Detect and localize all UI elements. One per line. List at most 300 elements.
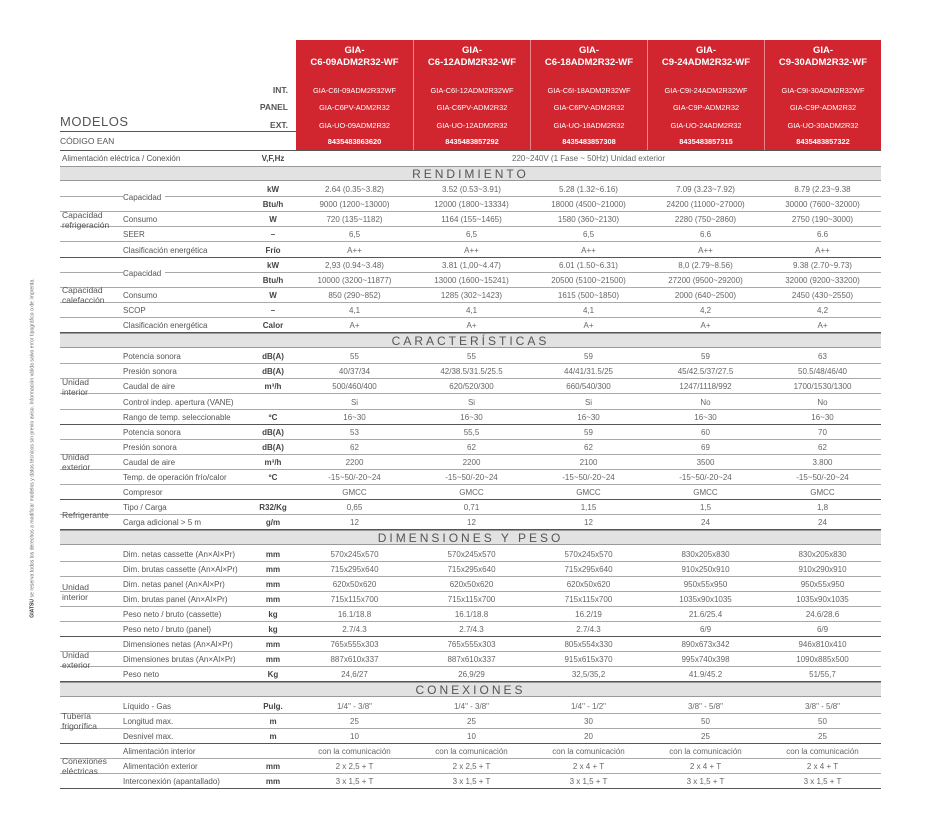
row-value: 570x245x570 (330, 549, 379, 559)
model-panel: GIA-C6PV-ADM2R32 (553, 103, 625, 112)
model-panel: GIA-C9P-ADM2R32 (672, 103, 740, 112)
row-value: 850 (290~852) (328, 290, 381, 300)
row-value: GMCC (810, 488, 835, 498)
row-value: 3500 (696, 457, 715, 467)
row-value: 16.1/18.8 (337, 609, 372, 619)
row-value: 1615 (500~1850) (557, 290, 620, 300)
row-value: 25 (701, 731, 710, 741)
row-value: 995x740x398 (681, 655, 730, 665)
row-label: Desnivel max. (123, 731, 174, 741)
spec-row (60, 607, 881, 622)
row-value: 2.7/4.3 (576, 625, 601, 634)
row-value: 3 x 1,5 + T (803, 777, 842, 786)
row-label: Dimensiones brutas (An×Al×Pr) (123, 655, 236, 665)
model-ean: 8435483863620 (327, 137, 382, 146)
row-value: 59 (584, 352, 593, 362)
row-value: A+ (466, 321, 477, 330)
row-value: 4,2 (816, 305, 829, 315)
group-cap_cal: Capacidad calefacción (62, 285, 105, 306)
row-value: 16.2/19 (575, 609, 602, 619)
row-value: 3 x 1,5 + T (569, 777, 608, 786)
row-label: SCOP (123, 305, 146, 315)
model-name: GIA- C6-09ADM2R32-WF (310, 45, 399, 68)
row-value: -15~50/-20~24 (328, 473, 381, 482)
row-unit: dB(A) (262, 367, 284, 377)
row-value: 620x50x620 (449, 579, 494, 589)
models-underline (60, 131, 296, 132)
group-ud_ext2: Unidad exterior (62, 649, 91, 670)
row-value: 570x245x570 (447, 549, 496, 559)
row-value: 500/460/400 (332, 382, 377, 392)
group-rule (60, 636, 881, 637)
row-value: No (817, 397, 828, 407)
section-rendimiento: RENDIMIENTO (60, 166, 881, 181)
group-ud_int2: Unidad interior (62, 581, 89, 602)
row-label: Presión sonora (123, 442, 177, 452)
row-value: 62 (584, 442, 593, 452)
row-value: 2450 (430~2550) (791, 290, 854, 300)
row-value: 25 (818, 731, 827, 741)
row-label: Alimentación exterior (123, 761, 198, 771)
spec-row (60, 774, 881, 789)
row-value: 715x115x700 (447, 594, 496, 604)
row-value: 2000 (640~2500) (674, 290, 737, 300)
row-value: 6,5 (465, 230, 478, 240)
row-label: Compresor (123, 488, 163, 498)
spec-row (60, 349, 881, 364)
row-unit: mm (265, 549, 281, 559)
row-value: 1700/1530/1300 (793, 382, 852, 392)
row-value: -15~50/-20~24 (796, 473, 849, 482)
models-header (296, 40, 881, 150)
row-value: 910x250x910 (681, 564, 730, 574)
merged-capacidad-label: Capacidad (123, 269, 165, 278)
row-label: Rango de temp. seleccionable (123, 412, 231, 422)
row-value: 715x115x700 (330, 594, 379, 604)
row-value: 715x295x640 (330, 564, 379, 574)
row-unit: kW (267, 260, 279, 270)
row-unit: m (269, 731, 277, 741)
row-value: 25 (467, 716, 476, 726)
row-value: 55 (350, 352, 359, 362)
model-name: GIA- C6-18ADM2R32-WF (544, 45, 634, 68)
row-label: Longitud max. (123, 716, 174, 726)
row-unit: g/m (265, 518, 281, 528)
section-conexiones: CONEXIONES (60, 682, 881, 697)
models-label: MODELOS (60, 114, 129, 129)
row-unit: m (269, 716, 277, 726)
spec-row (60, 470, 881, 485)
group-rule (60, 788, 881, 789)
row-value: 24 (701, 518, 710, 528)
row-value: con la comunicación (669, 746, 742, 756)
row-unit: – (270, 305, 276, 315)
row-value: GMCC (693, 488, 718, 498)
row-unit: dB(A) (262, 442, 284, 452)
spec-row (60, 243, 881, 258)
row-value: 69 (701, 442, 710, 452)
row-value: 2.64 (0.35~3.82) (325, 185, 384, 195)
row-unit: m³/h (264, 382, 282, 392)
row-value: 5.28 (1.32~6.16) (559, 185, 618, 195)
row-value: 60 (701, 427, 710, 437)
row-value: 16~30 (811, 412, 834, 422)
row-value: 16~30 (577, 412, 600, 422)
row-value: 2.7/4.3 (459, 625, 484, 634)
row-value: 6/9 (816, 625, 829, 634)
model-ext: GIA-UO-30ADM2R32 (787, 121, 859, 130)
row-value: 830x205x830 (681, 549, 730, 559)
row-value: 2 x 2,5 + T (335, 761, 374, 771)
row-value: Si (350, 397, 359, 407)
spec-row (60, 547, 881, 562)
row-value: 1035x90x1035 (679, 594, 732, 604)
row-value: 1/4" - 3/8" (453, 701, 490, 711)
spec-row (60, 379, 881, 394)
row-value: 2200 (462, 457, 481, 467)
row-value: 2200 (345, 457, 364, 467)
row-value: 8.79 (2.23~9.38 (794, 185, 851, 195)
row-unit: dB(A) (262, 427, 284, 437)
row-label: Peso neto / bruto (panel) (123, 625, 212, 634)
row-label: Temp. de operación frío/calor (123, 473, 227, 482)
row-value: 10 (467, 731, 476, 741)
row-value: 59 (584, 427, 593, 437)
row-value: 3.52 (0.53~3.91) (442, 185, 501, 195)
row-value: 890x673x342 (681, 640, 730, 650)
row-value: 16~30 (460, 412, 483, 422)
row-label: Peso neto (123, 670, 160, 680)
spec-row (60, 759, 881, 774)
row-label: SEER (123, 230, 145, 240)
row-value: 2100 (579, 457, 598, 467)
spec-row (60, 212, 881, 227)
row-value: 805x554x330 (564, 640, 613, 650)
row-value: 45/42.5/37/27.5 (677, 367, 734, 377)
row-value: 30 (584, 716, 593, 726)
row-value: 70 (818, 427, 827, 437)
spec-row (60, 637, 881, 652)
row-value: 3 x 1,5 + T (452, 777, 491, 786)
row-value: 25 (350, 716, 359, 726)
legal-text: se reserva todos los derechos a modificar modelos y datos técnicos sin previo aviso. Información válida salvo error tipográfico o de imprenta. (30, 277, 37, 597)
row-value: 12 (584, 518, 593, 528)
row-label: Carga adicional > 5 m (123, 518, 202, 528)
row-value: 51/55,7 (809, 670, 836, 680)
spec-row (60, 258, 881, 273)
row-value: 1164 (155~1465) (441, 215, 502, 225)
model-ean: 8435483857308 (562, 137, 616, 146)
row-value: A++ (347, 245, 362, 255)
row-value: 765x555x303 (447, 640, 496, 650)
model-ext: GIA-UO-24ADM2R32 (670, 121, 742, 130)
row-value: A++ (698, 245, 713, 255)
row-value: 3.81 (1,00~4.47) (442, 260, 501, 270)
row-unit: m³/h (264, 457, 282, 467)
row-value: 6.6 (699, 230, 712, 240)
row-value: 620x50x620 (332, 579, 377, 589)
row-value: 1247/1118/992 (679, 382, 732, 392)
spec-row (60, 652, 881, 667)
row-unit: dB(A) (262, 352, 284, 362)
row-label: Dimensiones netas (An×Al×Pr) (123, 640, 233, 650)
row-value: 6.01 (1.50~6.31) (559, 260, 618, 270)
model-ext: GIA-UO-09ADM2R32 (318, 121, 391, 130)
spec-row (60, 622, 881, 637)
row-value: 41.9/45.2 (688, 670, 723, 680)
row-value: 4,2 (699, 305, 712, 315)
row-unit: mm (265, 655, 281, 665)
row-value: 16.1/18.8 (454, 609, 489, 619)
model-ext: GIA-UO-12ADM2R32 (436, 121, 508, 130)
row-value: A++ (815, 245, 830, 255)
row-unit: Btu/h (262, 200, 284, 210)
model-panel: GIA-C9P-ADM2R32 (789, 103, 857, 112)
row-value: A+ (583, 321, 594, 330)
row-label: Dim. netas cassette (An×Al×Pr) (123, 549, 236, 559)
int-label: INT. (272, 85, 288, 95)
row-value: 24.6/28.6 (805, 609, 840, 619)
row-label: Dim. brutas panel (An×Al×Pr) (123, 594, 228, 604)
spec-row (60, 699, 881, 714)
row-value: 765x555x303 (330, 640, 379, 650)
group-rule (60, 529, 881, 530)
row-unit: mm (265, 761, 281, 771)
row-value: 12 (467, 518, 476, 528)
row-value: 2.7/4.3 (342, 625, 367, 634)
row-value: 715x295x640 (447, 564, 496, 574)
legal-side-note (26, 235, 40, 660)
spec-row (60, 744, 881, 759)
row-value: con la comunicación (318, 746, 391, 756)
spec-row (60, 562, 881, 577)
spec-row (60, 577, 881, 592)
model-column-1 (296, 40, 413, 150)
row-value: 2 x 4 + T (572, 761, 605, 771)
spec-row (60, 197, 881, 212)
row-value: 26,9/29 (458, 670, 485, 680)
row-unit: ºC (268, 412, 278, 422)
group-ud_int: Unidad interior (62, 376, 89, 397)
row-value: 50.5/48/46/40 (798, 367, 847, 377)
row-value: con la comunicación (552, 746, 625, 756)
row-value: 2 x 2,5 + T (452, 761, 491, 771)
row-value: GMCC (576, 488, 601, 498)
row-label: Presión sonora (123, 367, 177, 377)
row-value: No (700, 397, 711, 407)
row-value: A+ (817, 321, 828, 330)
row-value: 7.09 (3.23~7.92) (676, 185, 735, 195)
spec-row (60, 410, 881, 425)
row-value: 42/38.5/31.5/25.5 (440, 367, 503, 377)
row-label: Líquido - Gas (123, 701, 172, 711)
row-unit: kW (267, 185, 279, 195)
row-value: A+ (349, 321, 360, 330)
row-label: Consumo (123, 215, 158, 225)
row-unit: ºC (268, 473, 278, 482)
spec-row (60, 303, 881, 318)
spec-row (60, 500, 881, 515)
group-cap_ref: Capacidad refrigeración (62, 209, 110, 230)
row-label: Dim. brutas cassette (An×Al×Pr) (123, 564, 238, 574)
group-refrig: Refrigerante (62, 510, 109, 521)
brand-name: GIATSU (30, 598, 37, 618)
row-value: 4,1 (348, 305, 361, 315)
ean-label: CÓDIGO EAN (60, 136, 115, 146)
row-value: 62 (350, 442, 359, 452)
row-value: -15~50/-20~24 (562, 473, 615, 482)
model-int: GIA-C9I-30ADM2R32WF (781, 86, 865, 95)
row-value: con la comunicación (786, 746, 859, 756)
model-panel: GIA-C6PV-ADM2R32 (319, 103, 390, 112)
power-label: Alimentación eléctrica / Conexión (62, 154, 181, 163)
spec-row (60, 273, 881, 288)
spec-row (60, 714, 881, 729)
spec-row (60, 288, 881, 303)
spec-row (60, 667, 881, 682)
row-value: 715x115x700 (564, 594, 613, 604)
row-value: 24 (818, 518, 827, 528)
row-value: 1,8 (816, 503, 829, 513)
row-value: 4,1 (582, 305, 595, 315)
row-value: 16~30 (694, 412, 717, 422)
row-value: 3 x 1,5 + T (335, 777, 374, 786)
spec-row (60, 182, 881, 197)
model-column-3 (530, 40, 647, 150)
row-value: A++ (581, 245, 596, 255)
model-panel: GIA-C6PV-ADM2R32 (436, 103, 508, 112)
spec-row (60, 485, 881, 500)
row-value: 53 (350, 427, 359, 437)
row-value: 1,15 (580, 503, 597, 513)
group-rule (60, 332, 881, 333)
row-value: 620/520/300 (449, 382, 494, 392)
power-unit: V,F,Hz (261, 154, 285, 163)
row-value: 1090x885x500 (796, 655, 849, 665)
row-value: 6/9 (699, 625, 712, 634)
spec-row (60, 440, 881, 455)
model-ext: GIA-UO-18ADM2R32 (553, 121, 625, 130)
row-label: Dim. netas panel (An×Al×Pr) (123, 579, 225, 589)
row-value: 24200 (11000~27000) (666, 200, 745, 210)
spec-row (60, 455, 881, 470)
row-value: 1,5 (699, 503, 712, 513)
row-value: 63 (818, 352, 827, 362)
section-dimensiones: DIMENSIONES Y PESO (60, 530, 881, 545)
merged-capacidad-label: Capacidad (123, 193, 165, 202)
row-value: 1285 (302~1423) (440, 290, 503, 300)
row-value: 3/8" - 5/8" (687, 701, 724, 711)
row-unit: mm (265, 777, 281, 786)
group-ud_ext: Unidad exterior (62, 452, 91, 473)
row-value: 12 (350, 518, 359, 528)
row-unit: mm (265, 579, 281, 589)
row-value: 12000 (1800~13334) (434, 200, 509, 210)
row-value: 6,5 (348, 230, 361, 240)
model-int: GIA-C6I-09ADM2R32WF (313, 86, 396, 95)
row-value: 8,0 (2.79~8.56) (678, 260, 733, 270)
row-value: 1035x90x1035 (796, 594, 849, 604)
row-value: 6.6 (816, 230, 829, 240)
row-label: Potencia sonora (123, 352, 181, 362)
row-value: Si (467, 397, 476, 407)
model-ean: 8435483857315 (679, 137, 733, 146)
row-value: 44/41/31.5/25 (564, 367, 613, 377)
row-unit: W (269, 290, 277, 300)
row-unit: R32/Kg (259, 503, 287, 513)
row-value: 32,5/35,2 (571, 670, 606, 680)
spec-row (60, 515, 881, 530)
group-rule (60, 681, 881, 682)
row-value: 16~30 (343, 412, 366, 422)
row-value: 50 (818, 716, 827, 726)
spec-row (60, 425, 881, 440)
group-conex_el: Conexiones eléctricas (62, 756, 107, 777)
row-value: 620x50x620 (566, 579, 611, 589)
row-value: GMCC (342, 488, 367, 498)
row-value: 2280 (750~2860) (674, 215, 737, 225)
row-unit: Calor (262, 321, 284, 330)
row-value: 887x610x337 (447, 655, 496, 665)
row-label: Clasificación energética (123, 245, 208, 255)
model-ean: 8435483857322 (796, 137, 850, 146)
model-name: GIA- C9-30ADM2R32-WF (778, 45, 868, 68)
ext-label: EXT. (270, 120, 288, 130)
row-unit: kg (268, 625, 278, 634)
group-tuberia: Tubería frigorífica (62, 711, 97, 732)
row-unit: – (270, 230, 276, 240)
row-value: 910x290x910 (798, 564, 847, 574)
row-unit: Btu/h (262, 275, 284, 285)
row-value: 1/4" - 3/8" (336, 701, 373, 711)
row-label: Interconexión (apantallado) (123, 777, 220, 786)
group-rule (60, 743, 881, 744)
row-value: 21.6/25.4 (688, 609, 723, 619)
row-value: 32000 (9200~33200) (785, 275, 860, 285)
row-unit: mm (265, 640, 281, 650)
row-value: 20500 (5100~21500) (551, 275, 626, 285)
row-value: -15~50/-20~24 (679, 473, 732, 482)
row-value: 946x810x410 (798, 640, 847, 650)
row-value: 40/37/34 (338, 367, 371, 377)
section-caracteristicas: CARACTERÍSTICAS (60, 333, 881, 348)
row-value: 887x610x337 (330, 655, 379, 665)
spec-row (60, 318, 881, 333)
row-label: Peso neto / bruto (cassette) (123, 609, 222, 619)
row-value: 62 (467, 442, 476, 452)
model-int: GIA-C6I-12ADM2R32WF (430, 86, 514, 95)
row-value: 18000 (4500~21000) (551, 200, 626, 210)
spec-row (60, 364, 881, 379)
row-value: 10000 (3200~11877) (317, 275, 392, 285)
row-value: 13000 (1600~15241) (434, 275, 509, 285)
row-value: 27200 (9500~29200) (668, 275, 743, 285)
spec-row (60, 729, 881, 744)
model-name: GIA- C6-12ADM2R32-WF (427, 45, 517, 68)
model-name: GIA- C9-24ADM2R32-WF (661, 45, 751, 68)
row-label: Caudal de aire (123, 457, 176, 467)
row-value: 9.38 (2.70~9.73) (793, 260, 852, 270)
row-value: 30000 (7600~32000) (785, 200, 860, 210)
model-column-2 (413, 40, 530, 150)
row-value: 570x245x570 (564, 549, 613, 559)
spec-row (60, 227, 881, 242)
row-value: A++ (464, 245, 479, 255)
row-label: Potencia sonora (123, 427, 181, 437)
row-value: 3.800 (812, 457, 833, 467)
row-value: 24,6/27 (341, 670, 368, 680)
row-value: 0,71 (463, 503, 480, 513)
